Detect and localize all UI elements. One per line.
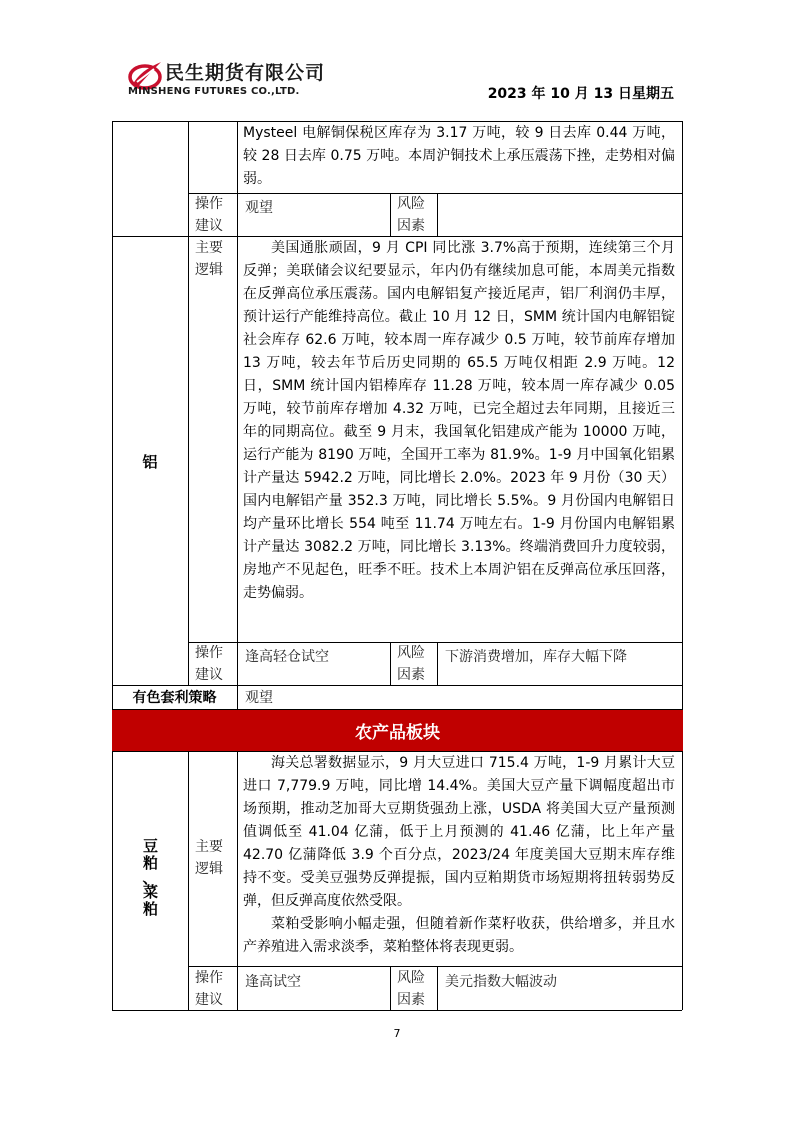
copper-operation-value: 观望: [245, 200, 273, 216]
copper-risk-label: 风险 因素: [397, 196, 425, 234]
copper-operation-label: 操作 建议: [195, 196, 223, 234]
section-banner-agriculture: 农产品板块: [112, 710, 683, 751]
soymeal-logic-label: 主要 逻辑: [195, 839, 223, 877]
aluminum-risk-value: 下游消费增加，库存大幅下降: [445, 649, 627, 665]
aluminum-logic-text: 美国通胀顽固，9 月 CPI 同比涨 3.7%高于预期，连续第三个月反弹；美联储会议纪要显示，年内仍有继续加息可能，本周美元指数在反弹高位承压震荡。国内电解铝复产接近尾声，铝厂利润仍丰厚，预计运行产能维持高位。截止 10 月 12 日，SMM 统计国内电解铝锭社会库存 62.6 万吨，较本周一库存减少 0.5 万吨，较节前库存增加 13 万吨，较去年节后历史同期的 65.5 万吨仅相距 2.9 万吨。12 日，SMM 统计国内铝棒库存 11.28 万吨，较本周一库存减少 0.05 万吨，较节前库存增加 4.32 万吨，已完全超过去年同期，且接近三年的同期高位。截至 9 月末，我国氧化铝建成产能为 10000 万吨，运行产能为 8190 万吨，全国开工率为 81.9%。1-9 月中国氧化铝累计产量达 5942.2 万吨，同比增长 2.0%。2023 年 9 月份（30 天）国内电解铝产量 352.3 万吨，同比增长 5.5%。9 月份国内电解铝日均产量环比增长 554 吨至 11.74 万吨左右。1-9 月份国内电解铝累计产量达 3082.2 万吨，同比增长 3.13%。终端消费回升力度较弱，房地产不见起色，旺季不旺。技术上本周沪铝在反弹高位承压回落，走势偏弱。: [243, 240, 675, 601]
aluminum-risk-label: 风险 因素: [397, 645, 425, 683]
soymeal-risk-label: 风险 因素: [397, 970, 425, 1008]
company-logo: [128, 58, 368, 100]
page-number: 7: [393, 1027, 401, 1040]
company-name-en: MINSHENG FUTURES CO.,LTD.: [128, 86, 300, 97]
aluminum-logic-label: 主要 逻辑: [195, 240, 223, 278]
soymeal-operation-label: 操作 建议: [195, 970, 223, 1008]
report-date: 2023 年 10 月 13 日星期五: [487, 86, 674, 102]
soymeal-label: 豆粕 、 菜粕: [141, 838, 159, 918]
aluminum-operation-value: 逢高轻仓试空: [245, 649, 329, 665]
soymeal-logic-text: 海关总署数据显示，9 月大豆进口 715.4 万吨，1-9 月累计大豆进口 7,779.9 万吨，同比增 14.4%。美国大豆产量下调幅度超出市场预期，推动芝加哥大豆期货强劲上涨，USDA 将美国大豆产量预测值调低至 41.04 亿蒲，低于上月预测的 41.46 亿蒲，比上年产量 42.70 亿蒲降低 3.9 个百分点，2023/24 年度美国大豆期末库存维持不变。受美豆强势反弹提振，国内豆粕期货市场短期将扭转弱势反弹，但反弹高度依然受限。 菜粕受影响小幅走强，但随着新作菜籽收获，供给增多，并且水产养殖进入需求淡季，菜粕整体将表现更弱。: [243, 755, 675, 955]
copper-logic-text: Mysteel 电解铜保税区库存为 3.17 万吨，较 9 日去库 0.44 万吨，较 28 日去库 0.75 万吨。本周沪铜技术上承压震荡下挫，走势相对偏弱。: [243, 125, 675, 187]
aluminum-operation-label: 操作 建议: [195, 645, 223, 683]
arbitrage-label: 有色套利策略: [132, 690, 217, 706]
company-name-cn: 民生期货有限公司: [165, 62, 326, 84]
aluminum-label: 铝: [142, 453, 158, 471]
soymeal-risk-value: 美元指数大幅波动: [445, 974, 557, 990]
soymeal-operation-value: 逢高试空: [245, 974, 301, 990]
arbitrage-value: 观望: [245, 690, 273, 706]
